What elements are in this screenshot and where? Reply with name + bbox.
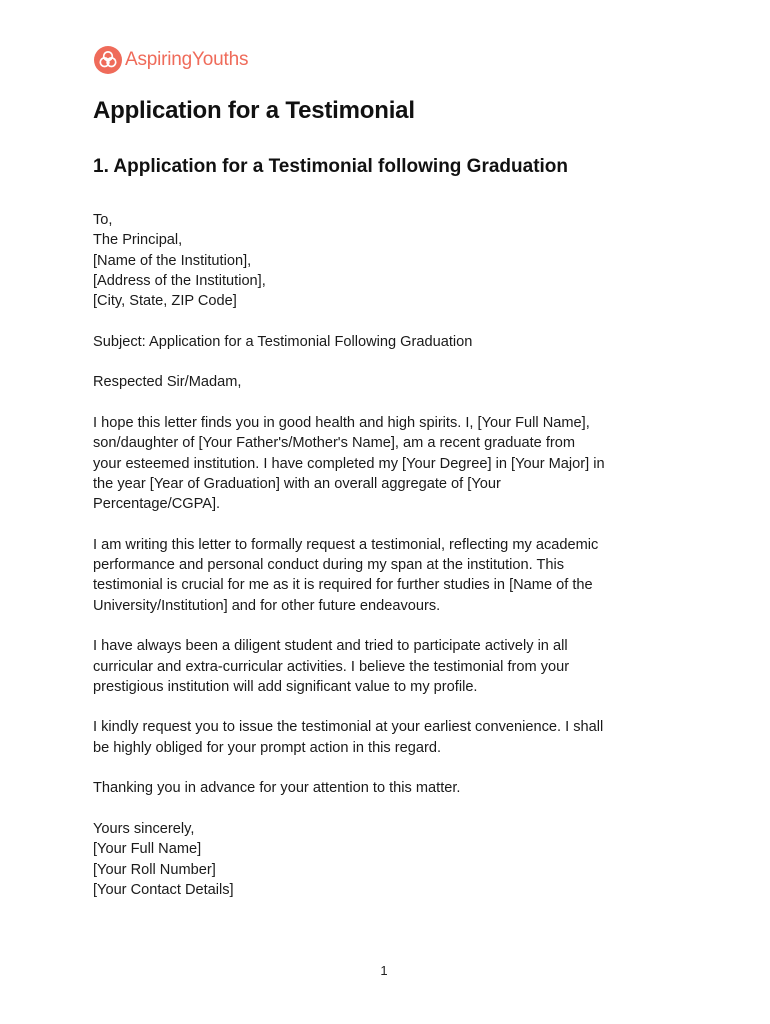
brand-name: AspiringYouths xyxy=(125,49,249,70)
salutation xyxy=(93,372,693,392)
subject-line xyxy=(93,332,693,352)
address-line: The Principal, xyxy=(93,232,183,249)
page-number: 1 xyxy=(380,963,388,978)
paragraph-line: testimonial is crucial for me as it is required for further studies in [Name of the xyxy=(93,577,593,594)
address-line: [City, State, ZIP Code] xyxy=(93,293,237,310)
subject-text: Subject: Application for a Testimonial Following Graduation xyxy=(93,333,473,350)
letter-body xyxy=(93,210,693,920)
closing-block xyxy=(93,819,693,900)
body-paragraph-2 xyxy=(93,535,693,616)
brand-logo[interactable] xyxy=(94,45,248,75)
address-line: To, xyxy=(93,212,113,228)
paragraph-line: I am writing this letter to formally request a testimonial, reflecting my academic xyxy=(93,536,599,553)
paragraph-line: performance and personal conduct during my span at the institution. This xyxy=(93,557,565,574)
salutation-text: Respected Sir/Madam, xyxy=(93,374,242,391)
paragraph-line: I hope this letter finds you in good health and high spirits. I, [Your Full Name], xyxy=(93,414,590,431)
address-line: [Name of the Institution], xyxy=(93,252,252,269)
paragraph-line: curricular and extra-curricular activities. I believe the testimonial from your xyxy=(93,658,570,675)
section-title: 1. Application for a Testimonial following Graduation xyxy=(93,156,569,177)
paragraph-line: be highly obliged for your prompt action in this regard. xyxy=(93,739,442,756)
paragraph-line: your esteemed institution. I have completed my [Your Degree] in [Your Major] in xyxy=(93,455,605,472)
closing-line: Yours sincerely, xyxy=(93,820,195,837)
paragraph-line: I have always been a diligent student and tried to participate actively in all xyxy=(93,638,568,655)
document-title: Application for a Testimonial xyxy=(93,97,415,124)
trefoil-rings-logo-icon xyxy=(94,46,122,74)
paragraph-line: the year [Year of Graduation] with an overall aggregate of [Your xyxy=(93,475,501,492)
paragraph-line: Percentage/CGPA]. xyxy=(93,496,221,513)
paragraph-line: I kindly request you to issue the testimonial at your earliest convenience. I shall xyxy=(93,719,604,736)
thanks-text: Thanking you in advance for your attention to this matter. xyxy=(93,780,461,797)
paragraph-line: University/Institution] and for other future endeavours. xyxy=(93,597,441,614)
closing-line: [Your Contact Details] xyxy=(93,881,234,898)
address-line: [Address of the Institution], xyxy=(93,272,266,289)
body-paragraph-4 xyxy=(93,717,693,758)
paragraph-line: son/daughter of [Your Father's/Mother's Name], am a recent graduate from xyxy=(93,435,576,452)
paragraph-line: prestigious institution will add significant value to my profile. xyxy=(93,678,478,695)
recipient-address xyxy=(93,210,693,311)
body-paragraph-1 xyxy=(93,413,693,514)
closing-line: [Your Full Name] xyxy=(93,841,202,858)
closing-line: [Your Roll Number] xyxy=(93,861,216,878)
thanks-paragraph xyxy=(93,778,693,798)
body-paragraph-3 xyxy=(93,636,693,697)
